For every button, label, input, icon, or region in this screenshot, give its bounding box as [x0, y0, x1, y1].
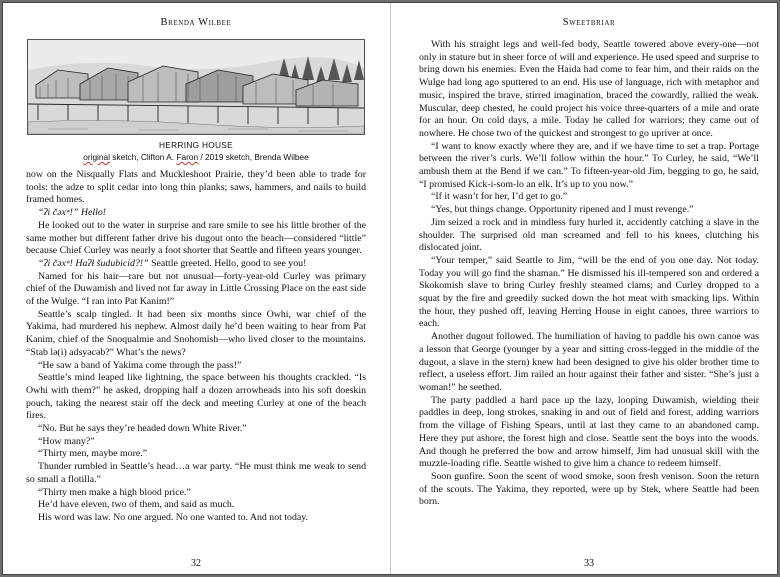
paragraph-text: “Your temper,” said Seattle to Jim, “will be the end of you one day. Not today. Today you will go find the shaman.” He dismissed his ill-tempered son and ordered a Skokomish slave to bring Curley freshly steamed clams; and Curley dropped to a squat by the fire and greedily sucked down the hot meat with smacking lips. Within the hour, they pushed off, leaving Herring House in eight canoes, three warriors to each.: [419, 254, 759, 330]
paragraph: [26, 448, 366, 461]
paragraph-text: Jim seized a rock and in mindless fury hurled it, accidently catching a slave in the shoulder. The surprised old man screamed and fell to his knees, clutching his dislocated joint.: [419, 216, 759, 254]
paragraph: [26, 169, 366, 207]
paragraph-text: Named for his hair—rare but not unusual—forty-year-old Curley was primary chief of the Duwamish and lived not far away in Little Crossing Place on the east side of the Wulge. “I ran into Pat Kanim!”: [26, 270, 366, 308]
page-number-left: 32: [191, 558, 201, 569]
paragraph: [419, 191, 759, 204]
paragraph-text: “Yes, but things change. Opportunity ripened and I must revenge.”: [431, 204, 694, 216]
right-page: [419, 17, 759, 569]
paragraph-text: His word was law. No one argued. No one wanted to. And not today.: [38, 511, 309, 523]
paragraph: [26, 372, 366, 423]
running-head-right: Sweetbriar: [562, 17, 616, 28]
figure-title: HERRING HOUSE: [159, 140, 233, 150]
paragraph: [26, 436, 366, 449]
gutter-divider: [390, 3, 391, 574]
sketch-illustration: [28, 40, 364, 134]
paragraph: [419, 141, 759, 192]
paragraph: [26, 423, 366, 436]
right-body-text: [419, 39, 759, 509]
credit-original: original: [83, 152, 110, 162]
paragraph-text: Seattle’s scalp tingled. It had been six months since Owhi, war chief of the Yakima, had murdered his nephew. Almost daily he’d been waiting to hear from Pat Kanim, chief of the Snoqualmie and Snohomish—who lived closer to the mountains. “Stab lə(i) adsyəcəb?” What’s the news?: [26, 308, 366, 358]
paragraph-text: The party paddled a hard pace up the lazy, looping Duwamish, wielding their paddles in deep, long strokes, snaking in and out of field and forest, adding warriors from the village of Fishing Spears, until at last they came to an abandoned camp. Here they put ashore, the forest high and close. Seattle sent the boys into the woods. And though he preferred the bow and arrow himself, Jim had unusual skill with the muzzle-loading rifle. Seattle wished to give him a chance to redeem himself.: [419, 394, 759, 470]
herring-house-sketch: [27, 39, 365, 135]
paragraph: [26, 220, 366, 258]
credit-sketch-a: sketch, Clifton A.: [109, 152, 177, 162]
paragraph: [419, 255, 759, 331]
paragraph-text: now on the Nisqually Flats and Muckleshoot Prairie, they’d been able to trade for tools: the adze to split cedar into long thin planks; saws, hammers, and nails to build framed homes.: [26, 169, 366, 206]
paragraph: [419, 471, 759, 509]
paragraph: [419, 217, 759, 255]
paragraph-text: Seattle’s mind leaped like lightning, the space between his thoughts crackled. “Is Owhi with them?” he asked, dropping half a dozen arrowheads into his soft doeskin pouch, taking the nearest stair off the deck and meeting Curley at one of the beach fires.: [26, 372, 366, 422]
credit-rest: / 2019 sketch, Brenda Wilbee: [198, 152, 309, 162]
paragraph-text: “Thirty men, maybe more.”: [38, 448, 148, 460]
figure-credit: [26, 152, 366, 162]
paragraph: [26, 207, 366, 220]
paragraph: [26, 360, 366, 373]
paragraph: [419, 331, 759, 395]
italic-phrase: “ʔi čəxʷ! Haʔɬ šudubicid?!”: [38, 257, 149, 269]
running-head-left: Brenda Wilbee: [160, 17, 232, 28]
paragraph: [26, 309, 366, 360]
left-body-text: [26, 169, 366, 525]
paragraph-text: Thunder rumbled in Seattle’s head…a war party. “He must think me weak to send so small a flotilla.”: [26, 461, 366, 485]
paragraph-text: Soon gunfire. Soon the scent of wood smoke, soon fresh venison. Soon the return of the scouts. The Yakima, they reported, were up by Stek, where Seattle had been born.: [419, 470, 759, 508]
paragraph-text: Seattle greeted. Hello, good to see you!: [148, 257, 307, 269]
italic-phrase: “ʔi čəxʷ!” Hello!: [38, 207, 107, 219]
paragraph: [419, 204, 759, 217]
paragraph-text: “No. But he says they’re headed down White River.”: [38, 423, 247, 435]
paragraph: [26, 271, 366, 309]
book-spread: [2, 2, 778, 575]
paragraph: [26, 487, 366, 500]
paragraph-text: “Thirty men make a high blood price.”: [38, 486, 191, 498]
paragraph-text: “How many?”: [38, 435, 95, 447]
paragraph-text: “If it wasn’t for her, I’d get to go.”: [431, 191, 568, 203]
credit-name: Faron: [176, 152, 199, 162]
paragraph: [419, 395, 759, 471]
paragraph-text: “He saw a band of Yakima come through the pass!”: [38, 359, 242, 371]
paragraph: [419, 39, 759, 141]
paragraph-text: Another dugout followed. The humiliation of having to paddle his own canoe was a lesson that George (younger by a year and sitting cross-legged in the middle of the dugout, a slave in the stern) knew had been designed to give his older brother time to reflect, a useless effort. Jim railed an hour against their father and sister. “She’s just a woman!” he seethed.: [419, 331, 759, 393]
paragraph-text: “I want to know exactly where they are, and if we have time to set a trap. Portage between the river’s curls. We’ll follow within the hour.” To Curley, he said, “We’ll ambush them at the Bend if we can.” To fifteen-year-old Jim, begging to go, he said, “I promised Kick-i-som-lo an elk. It’s up to you now.”: [419, 140, 759, 190]
paragraph-text: He’d have eleven, two of them, and said as much.: [38, 499, 235, 511]
paragraph-text: He looked out to the water in surprise and rare smile to see his little brother of the same mother but different father drive his dugout onto the beach—considered “little” because Chief Curley was nearly a foot shorter that Seattle and fifteen years younger.: [26, 219, 366, 257]
paragraph: [26, 499, 366, 512]
page-number-right: 33: [584, 558, 594, 569]
paragraph: [26, 258, 366, 271]
left-page: [26, 17, 366, 569]
paragraph: [26, 512, 366, 525]
paragraph-text: With his straight legs and well-fed body, Seattle towered above every-one—not only in stature but in sheer force of will and experience. He used speed and surprise to bring down his enemies. Even the Haida had come to fear him, and their raids on the Wulge had long ago sputtered to an end. His use of language, rich with metaphor and music, inspired the brave, stirred imagination, braced the cowardly, rallied the weak. Muscular, deep chested, he could project his voice three-quarters of a mile and orate for an hour. On cold days, a mile. Today he called for warriors; they came out of nowhere. He chose two of the quickest and strongest to go upriver at once.: [419, 39, 759, 139]
paragraph: [26, 461, 366, 486]
